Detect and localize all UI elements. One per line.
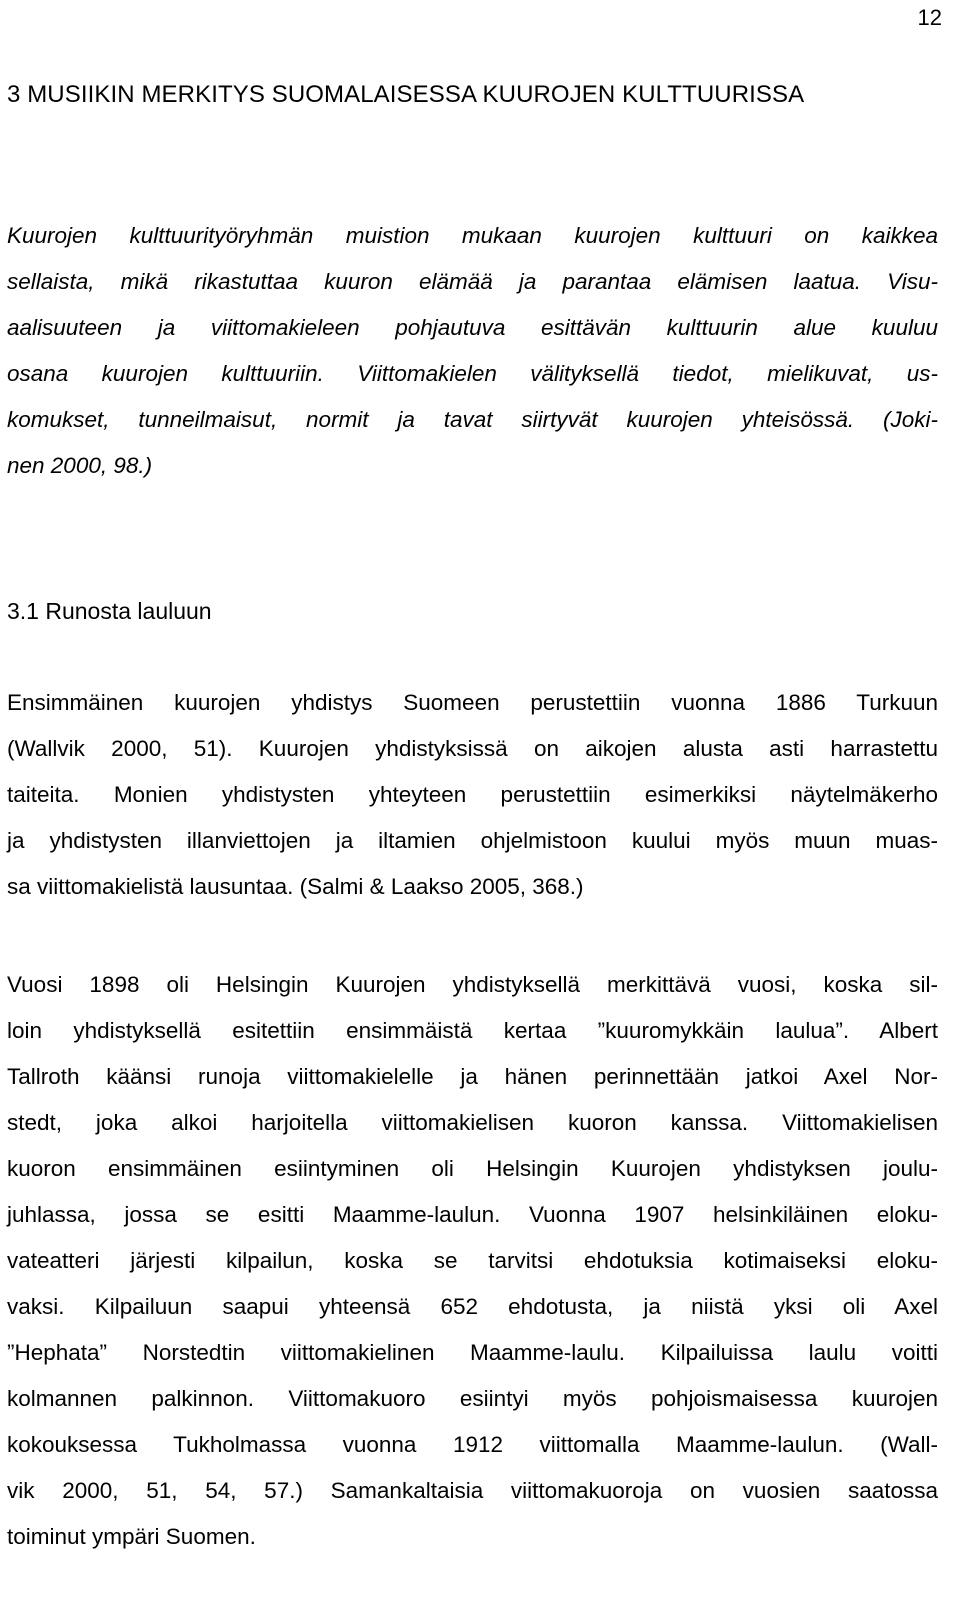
text-line: nen 2000, 98.) (7, 453, 153, 478)
section-heading: 3.1 Runosta lauluun (7, 598, 212, 624)
chapter-title: 3 MUSIIKIN MERKITYS SUOMALAISESSA KUUROJEN KULTTUURISSA (7, 81, 805, 108)
text-line: Kuurojen kulttuurityöryhmän muistion mukaan kuurojen kulttuuri on kaikkea (7, 223, 938, 248)
text-line: sellaista, mikä rikastuttaa kuuron elämää ja parantaa elämisen laatua. Visu- (7, 269, 938, 294)
text-line: komukset, tunneilmaisut, normit ja tavat siirtyvät kuurojen yhteisössä. (Joki- (7, 407, 938, 432)
text-line: loin yhdistyksellä esitettiin ensimmäistä kertaa ”kuuromykkäin laulua”. Albert (7, 1018, 938, 1043)
text-line: ja yhdistysten illanviettojen ja iltamien ohjelmistoon kuului myös muun muas- (7, 828, 938, 853)
text-line: osana kuurojen kulttuuriin. Viittomakielen välityksellä tiedot, mielikuvat, us- (7, 361, 938, 386)
text-line: Ensimmäinen kuurojen yhdistys Suomeen perustettiin vuonna 1886 Turkuun (7, 690, 938, 715)
text-line: toiminut ympäri Suomen. (7, 1524, 256, 1549)
text-line: taiteita. Monien yhdistysten yhteyteen perustettiin esimerkiksi näytelmäkerho (7, 782, 938, 807)
text-line: kuoron ensimmäinen esiintyminen oli Helsingin Kuurojen yhdistyksen joulu- (7, 1156, 938, 1181)
text-line: juhlassa, jossa se esitti Maamme-laulun. Vuonna 1907 helsinkiläinen eloku- (7, 1202, 938, 1227)
text-line: Tallroth käänsi runoja viittomakielelle ja hänen perinnettään jatkoi Axel Nor- (7, 1064, 938, 1089)
text-line: Vuosi 1898 oli Helsingin Kuurojen yhdistyksellä merkittävä vuosi, koska sil- (7, 972, 938, 997)
body-paragraph-1 (7, 680, 938, 910)
text-line: (Wallvik 2000, 51). Kuurojen yhdistyksissä on aikojen alusta asti harrastettu (7, 736, 938, 761)
text-line: stedt, joka alkoi harjoitella viittomakielisen kuoron kanssa. Viittomakielisen (7, 1110, 938, 1135)
text-line: ”Hephata” Norstedtin viittomakielinen Maamme-laulu. Kilpailuissa laulu voitti (7, 1340, 938, 1365)
body-paragraph-2 (7, 962, 938, 1560)
text-line: kokouksessa Tukholmassa vuonna 1912 viittomalla Maamme-laulun. (Wall- (7, 1432, 938, 1457)
text-line: vik 2000, 51, 54, 57.) Samankaltaisia viittomakuoroja on vuosien saatossa (7, 1478, 938, 1503)
text-line: vateatteri järjesti kilpailun, koska se tarvitsi ehdotuksia kotimaiseksi eloku- (7, 1248, 938, 1273)
text-line: aalisuuteen ja viittomakieleen pohjautuva esittävän kulttuurin alue kuuluu (7, 315, 938, 340)
text-line: sa viittomakielistä lausuntaa. (Salmi & Laakso 2005, 368.) (7, 874, 584, 899)
text-line: kolmannen palkinnon. Viittomakuoro esiintyi myös pohjoismaisessa kuurojen (7, 1386, 938, 1411)
intro-paragraph (7, 213, 938, 489)
text-line: vaksi. Kilpailuun saapui yhteensä 652 ehdotusta, ja niistä yksi oli Axel (7, 1294, 938, 1319)
page-number: 12 (917, 5, 942, 30)
